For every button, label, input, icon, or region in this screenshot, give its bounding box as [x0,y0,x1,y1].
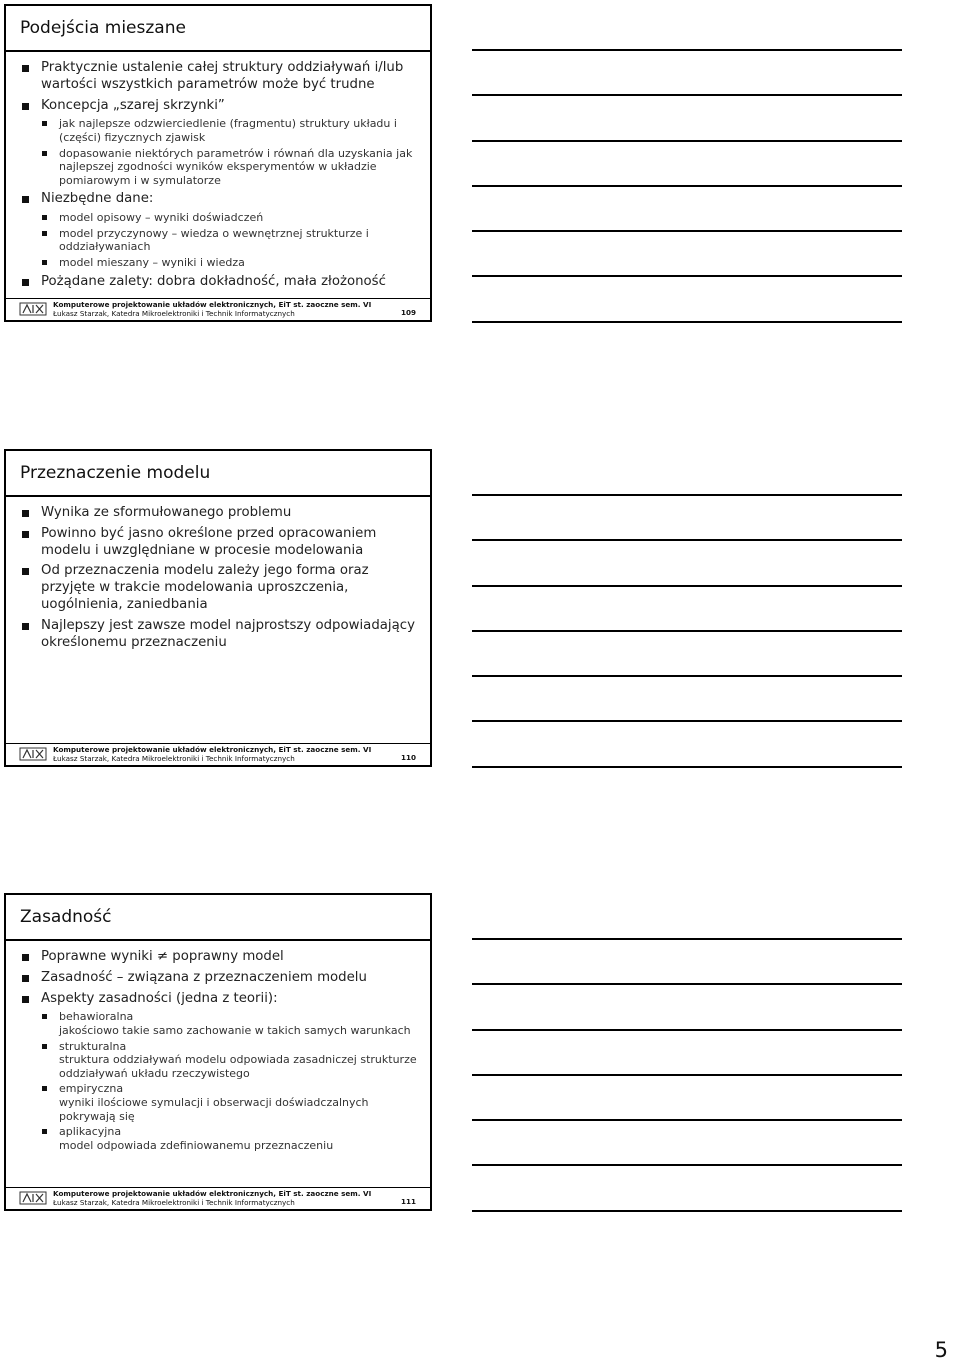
sub-bullet-list [41,1010,422,1152]
square-bullet-icon [22,103,29,110]
slide-content [20,505,422,655]
sub-bullet-item [41,1125,422,1152]
bullet-text: Pożądane zalety: dobra dokładność, mała złożoność [41,273,386,289]
title-divider [6,495,430,497]
slide-number: 110 [400,753,416,762]
note-line [472,1074,902,1076]
note-line [472,230,902,232]
footer-divider [6,743,430,744]
course-title: Komputerowe projektowanie układów elektronicznych, EiT st. zaoczne sem. VI [53,1189,372,1198]
square-bullet-icon [22,996,29,1003]
slide-109 [4,4,432,322]
bullet-item [20,563,422,613]
bullet-item [20,191,422,269]
title-divider [6,50,430,52]
square-bullet-icon [22,279,29,286]
sub-bullet-text: jak najlepsze odzwierciedlenie (fragmentu) struktury układu i (części) fizycznych zjawisk [59,117,397,144]
sub-bullet-text: struktura oddziaływań modelu odpowiada zasadniczej strukturze oddziaływań układu rzeczywistego [59,1053,417,1080]
slide-title: Podejścia mieszane [20,18,186,38]
bullet-text: Wynika ze sformułowanego problemu [41,505,292,520]
square-bullet-icon [42,1014,47,1019]
university-logo-icon [19,301,47,317]
note-line [472,675,902,677]
square-bullet-icon [42,231,47,236]
slide-footer [6,1187,430,1209]
sub-bullet-item [41,117,422,144]
slide-title: Przeznaczenie modelu [20,463,211,483]
square-bullet-icon [42,215,47,220]
square-bullet-icon [22,568,29,575]
bullet-item [20,949,422,966]
note-line [472,720,902,722]
square-bullet-icon [22,975,29,982]
note-line [472,1029,902,1031]
square-bullet-icon [42,121,47,126]
slide-110 [4,449,432,767]
square-bullet-icon [22,510,29,517]
note-line [472,585,902,587]
sub-bullet-list [41,211,422,269]
bullet-item [20,618,422,652]
bullet-list [20,60,422,290]
bullet-list [20,949,422,1152]
author-line: Łukasz Starzak, Katedra Mikroelektroniki i Technik Informatycznych [53,309,295,318]
sheet-page-number: 5 [934,1338,948,1362]
university-logo-icon [19,1190,47,1206]
sub-bullet-text: behawioralna [59,1010,134,1024]
square-bullet-icon [22,531,29,538]
sub-bullet-text: aplikacyjna [59,1125,122,1139]
bullet-item [20,60,422,94]
slide-title: Zasadność [20,907,112,927]
note-line [472,185,902,187]
slide-number: 111 [400,1197,416,1206]
square-bullet-icon [22,623,29,630]
sub-bullet-text: jakościowo takie samo zachowanie w takich samych warunkach [59,1023,411,1037]
sub-bullet-text: model przyczynowy – wiedza o wewnętrznej strukturze i oddziaływaniach [59,226,369,254]
sub-bullet-text: model odpowiada zdefiniowanemu przeznaczeniu [59,1138,334,1152]
note-line [472,983,902,985]
bullet-text: Poprawne wyniki ≠ poprawny model [41,949,284,964]
note-line [472,539,902,541]
sub-bullet-item [41,1040,422,1081]
sub-bullet-item [41,227,422,254]
note-line [472,1119,902,1121]
note-line [472,49,902,51]
sub-bullet-text: wyniki ilościowe symulacji i obserwacji doświadczalnych pokrywają się [59,1095,369,1123]
course-title: Komputerowe projektowanie układów elektronicznych, EiT st. zaoczne sem. VI [53,300,372,309]
sub-bullet-item [41,147,422,188]
sub-bullet-list [41,117,422,187]
bullet-list [20,505,422,651]
note-line [472,494,902,496]
note-line [472,94,902,96]
title-divider [6,939,430,941]
note-line [472,321,902,323]
sub-bullet-item [41,1082,422,1123]
note-line [472,140,902,142]
footer-divider [6,298,430,299]
square-bullet-icon [22,65,29,72]
bullet-item [20,991,422,1153]
slide-content [20,949,422,1156]
sub-bullet-text: strukturalna [59,1039,127,1053]
sub-bullet-text: dopasowanie niektórych parametrów i równań dla uzyskania jak najlepszej zgodności wyników eksperymentów w układzie pomiarowym i w symulatorze [59,146,413,187]
sub-bullet-text: empiryczna [59,1082,124,1096]
square-bullet-icon [42,1129,47,1134]
slide-footer [6,298,430,320]
square-bullet-icon [42,1044,47,1049]
bullet-text: Zasadność – związana z przeznaczeniem modelu [41,969,367,985]
bullet-text: Powinno być jasno określone przed opracowaniem modelu i uwzględniane w procesie modelowania [41,525,377,558]
sub-bullet-item [41,256,422,270]
note-line [472,766,902,768]
bullet-item [20,526,422,560]
bullet-item [20,970,422,987]
university-logo-icon [19,746,47,762]
sub-bullet-item [41,211,422,225]
square-bullet-icon [22,954,29,961]
slide-footer [6,743,430,765]
sub-bullet-text: model opisowy – wyniki doświadczeń [59,211,264,225]
bullet-text: Aspekty zasadności (jedna z teorii): [41,990,278,1006]
author-line: Łukasz Starzak, Katedra Mikroelektroniki i Technik Informatycznych [53,754,295,763]
square-bullet-icon [42,151,47,156]
bullet-item [20,274,422,291]
note-line [472,938,902,940]
note-line [472,1164,902,1166]
square-bullet-icon [42,260,47,265]
square-bullet-icon [42,1086,47,1091]
course-title: Komputerowe projektowanie układów elektronicznych, EiT st. zaoczne sem. VI [53,745,372,754]
footer-divider [6,1187,430,1188]
bullet-text: Koncepcja „szarej skrzynki” [41,97,225,113]
slide-111 [4,893,432,1211]
note-line [472,1210,902,1212]
bullet-text: Niezbędne dane: [41,191,154,207]
slide-number: 109 [400,308,416,317]
bullet-text: Od przeznaczenia modelu zależy jego forma oraz przyjęte w trakcie modelowania uproszczenia, uogólnienia, zaniedbania [41,563,369,612]
square-bullet-icon [22,196,29,203]
sub-bullet-text: model mieszany – wyniki i wiedza [59,255,245,269]
bullet-text: Praktycznie ustalenie całej struktury oddziaływań i/lub wartości wszystkich parametrów może być trudne [41,60,404,92]
bullet-item [20,98,422,188]
author-line: Łukasz Starzak, Katedra Mikroelektroniki i Technik Informatycznych [53,1198,295,1207]
bullet-item [20,505,422,522]
note-line [472,275,902,277]
bullet-text: Najlepszy jest zawsze model najprostszy odpowiadający określonemu przeznaczeniu [41,617,415,650]
slide-content [20,60,422,294]
sub-bullet-item [41,1010,422,1037]
note-line [472,630,902,632]
